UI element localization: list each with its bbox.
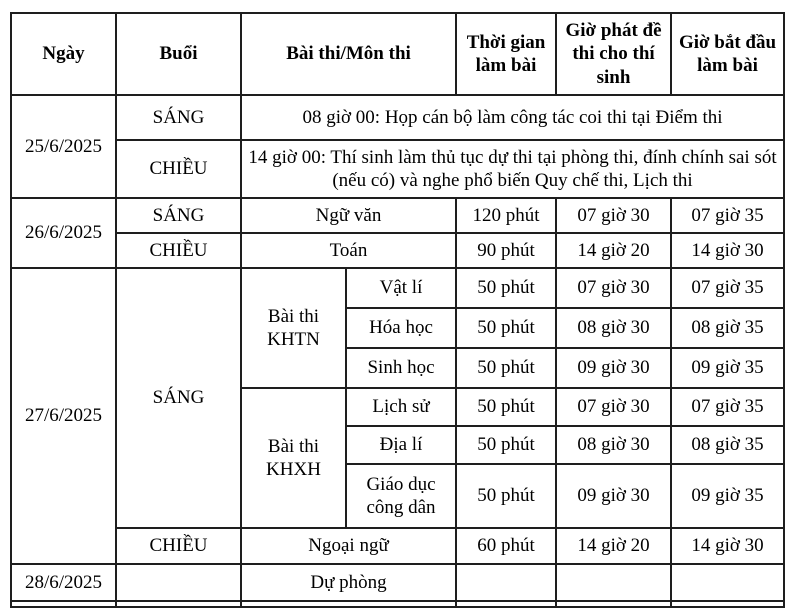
- empty-cell: [671, 601, 784, 607]
- handout-time-cell: 09 giờ 30: [556, 464, 671, 528]
- table-row: [11, 564, 784, 601]
- col-header-handout-time: Giờ phát đề thi cho thí sinh: [556, 13, 671, 95]
- date-cell: 28/6/2025: [11, 564, 116, 601]
- session-cell: CHIỀU: [116, 528, 241, 564]
- subject-cell: Ngoại ngữ: [241, 528, 456, 564]
- table-row: [11, 233, 784, 268]
- handout-time-cell: [556, 564, 671, 601]
- subject-cell: Vật lí: [346, 268, 456, 308]
- session-cell: SÁNG: [116, 198, 241, 233]
- col-header-date: Ngày: [11, 13, 116, 95]
- subject-cell: Sinh học: [346, 348, 456, 388]
- start-time-cell: 08 giờ 35: [671, 426, 784, 464]
- handout-time-cell: 08 giờ 30: [556, 308, 671, 348]
- handout-time-cell: 14 giờ 20: [556, 233, 671, 268]
- table-row: [11, 140, 784, 198]
- start-time-cell: 07 giờ 35: [671, 198, 784, 233]
- empty-cell: [556, 601, 671, 607]
- col-header-start-time: Giờ bắt đầu làm bài: [671, 13, 784, 95]
- start-time-cell: 14 giờ 30: [671, 233, 784, 268]
- duration-cell: 60 phút: [456, 528, 556, 564]
- handout-time-cell: 08 giờ 30: [556, 426, 671, 464]
- date-cell: 26/6/2025: [11, 198, 116, 268]
- empty-cell: [11, 601, 116, 607]
- duration-cell: 50 phút: [456, 268, 556, 308]
- exam-group-cell: Bài thi KHTN: [241, 268, 346, 388]
- start-time-cell: 09 giờ 35: [671, 348, 784, 388]
- exam-group-cell: Bài thi KHXH: [241, 388, 346, 528]
- duration-cell: 90 phút: [456, 233, 556, 268]
- date-cell: 27/6/2025: [11, 268, 116, 564]
- subject-cell: Giáo dục công dân: [346, 464, 456, 528]
- table-row-stub: [11, 601, 784, 607]
- table-row: [11, 198, 784, 233]
- session-cell: CHIỀU: [116, 140, 241, 198]
- date-cell: 25/6/2025: [11, 95, 116, 198]
- empty-cell: [241, 601, 456, 607]
- subject-cell: Lịch sử: [346, 388, 456, 426]
- duration-cell: 50 phút: [456, 464, 556, 528]
- start-time-cell: 07 giờ 35: [671, 388, 784, 426]
- table-row: [11, 268, 784, 308]
- col-header-session: Buổi: [116, 13, 241, 95]
- duration-cell: 50 phút: [456, 308, 556, 348]
- col-header-subject: Bài thi/Môn thi: [241, 13, 456, 95]
- duration-cell: 120 phút: [456, 198, 556, 233]
- subject-cell: Ngữ văn: [241, 198, 456, 233]
- note-cell: 08 giờ 00: Họp cán bộ làm công tác coi thi tại Điểm thi: [241, 95, 784, 140]
- start-time-cell: 09 giờ 35: [671, 464, 784, 528]
- start-time-cell: 07 giờ 35: [671, 268, 784, 308]
- handout-time-cell: 07 giờ 30: [556, 198, 671, 233]
- table-row: [11, 95, 784, 140]
- session-cell: CHIỀU: [116, 233, 241, 268]
- start-time-cell: 08 giờ 35: [671, 308, 784, 348]
- start-time-cell: [671, 564, 784, 601]
- table-row: [11, 528, 784, 564]
- subject-cell: Toán: [241, 233, 456, 268]
- session-cell: SÁNG: [116, 268, 241, 528]
- duration-cell: 50 phút: [456, 426, 556, 464]
- duration-cell: 50 phút: [456, 348, 556, 388]
- session-cell: [116, 564, 241, 601]
- subject-cell: Dự phòng: [241, 564, 456, 601]
- handout-time-cell: 07 giờ 30: [556, 268, 671, 308]
- col-header-duration: Thời gian làm bài: [456, 13, 556, 95]
- subject-cell: Địa lí: [346, 426, 456, 464]
- subject-cell: Hóa học: [346, 308, 456, 348]
- duration-cell: [456, 564, 556, 601]
- handout-time-cell: 07 giờ 30: [556, 388, 671, 426]
- empty-cell: [456, 601, 556, 607]
- header-row: [11, 13, 784, 95]
- duration-cell: 50 phút: [456, 388, 556, 426]
- exam-schedule-table: [10, 12, 785, 608]
- start-time-cell: 14 giờ 30: [671, 528, 784, 564]
- session-cell: SÁNG: [116, 95, 241, 140]
- note-cell: 14 giờ 00: Thí sinh làm thủ tục dự thi tại phòng thi, đính chính sai sót (nếu có) và nghe phổ biến Quy chế thi, Lịch thi: [241, 140, 784, 198]
- handout-time-cell: 14 giờ 20: [556, 528, 671, 564]
- empty-cell: [116, 601, 241, 607]
- handout-time-cell: 09 giờ 30: [556, 348, 671, 388]
